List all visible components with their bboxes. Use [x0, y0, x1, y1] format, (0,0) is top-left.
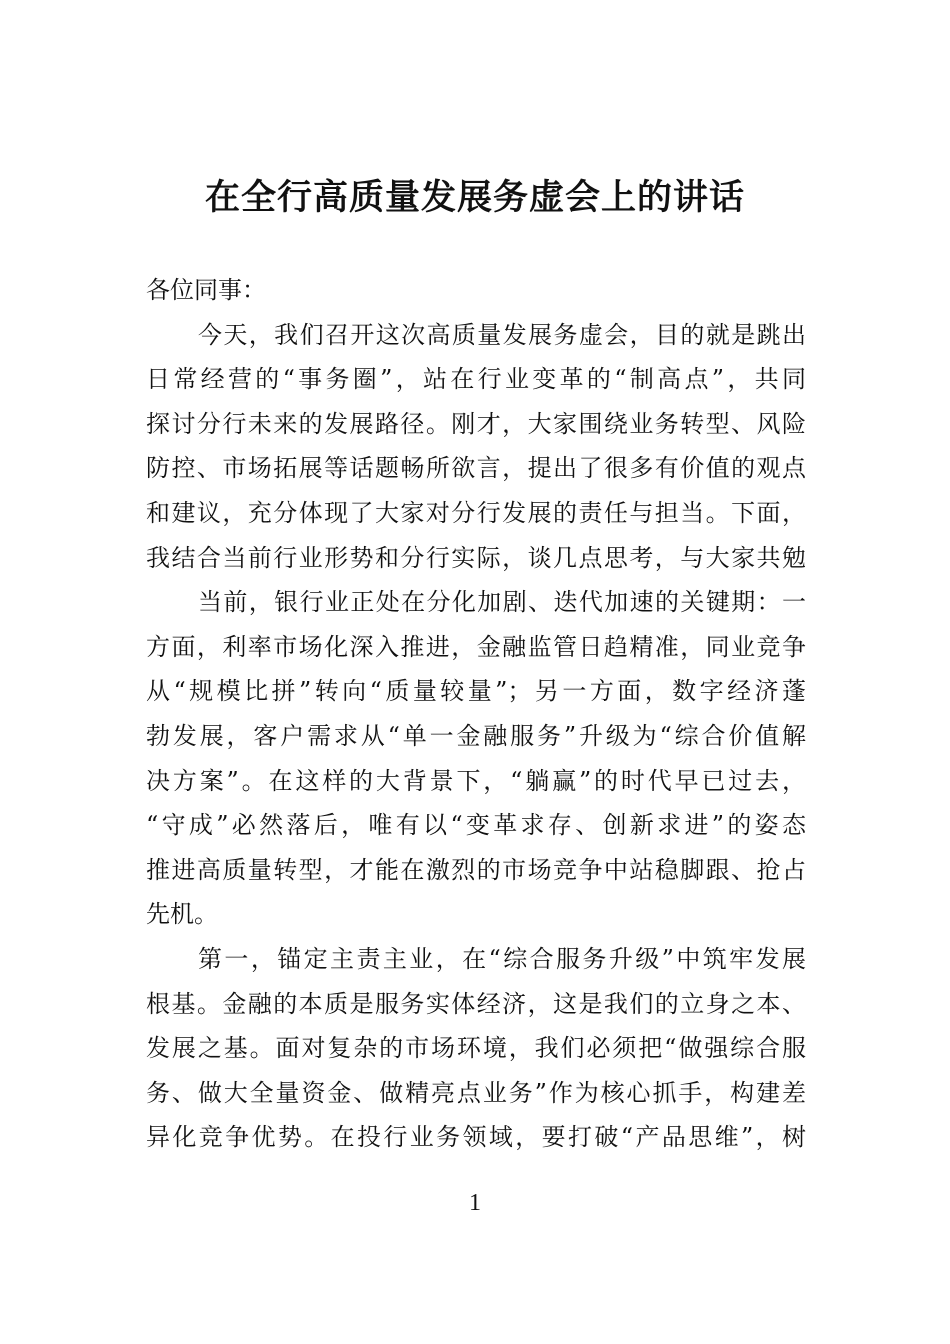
text-line: 探讨分行未来的发展路径。刚才，大家围绕业务转型、风险	[146, 409, 806, 438]
text-line: 和建议，充分体现了大家对分行发展的责任与担当。下面，	[146, 498, 806, 527]
text-line: 决方案”。在这样的大背景下，“躺赢”的时代早已过去，	[146, 766, 806, 795]
text-line: 推进高质量转型，才能在激烈的市场竞争中站稳脚跟、抢占	[146, 855, 806, 884]
text-line: 先机。	[146, 900, 218, 929]
document-title: 在全行高质量发展务虚会上的讲话	[204, 177, 745, 218]
paragraph-1	[146, 313, 806, 581]
document-body	[146, 268, 806, 1160]
text-line: 勃发展，客户需求从“单一金融服务”升级为“综合价值解	[146, 721, 806, 750]
text-line: “守成”必然落后，唯有以“变革求存、创新求进”的姿态	[146, 811, 806, 840]
text-line: 日常经营的“事务圈”，站在行业变革的“制高点”，共同	[146, 365, 806, 394]
page-number: 1	[469, 1190, 481, 1216]
text-line: 发展之基。面对复杂的市场环境，我们必须把“做强综合服	[146, 1034, 806, 1063]
text-line: 方面，利率市场化深入推进，金融监管日趋精准，同业竞争	[146, 632, 806, 661]
paragraph-2	[146, 580, 806, 937]
paragraph-3	[146, 937, 806, 1160]
salutation: 各位同事：	[146, 276, 266, 304]
text-line: 务、做大全量资金、做精亮点业务”作为核心抓手，构建差	[146, 1078, 806, 1107]
text-line: 根基。金融的本质是服务实体经济，这是我们的立身之本、	[146, 989, 806, 1018]
text-line: 第一，锚定主责主业，在“综合服务升级”中筑牢发展	[198, 944, 806, 973]
text-line: 从“规模比拼”转向“质量较量”；另一方面，数字经济蓬	[146, 677, 806, 706]
text-line: 当前，银行业正处在分化加剧、迭代加速的关键期：一	[198, 588, 806, 617]
text-line: 今天，我们召开这次高质量发展务虚会，目的就是跳出	[198, 320, 806, 349]
text-line: 异化竞争优势。在投行业务领域，要打破“产品思维”，树	[146, 1123, 806, 1152]
text-line: 防控、市场拓展等话题畅所欲言，提出了很多有价值的观点	[146, 454, 806, 483]
text-line: 我结合当前行业形势和分行实际，谈几点思考，与大家共勉	[146, 543, 806, 572]
